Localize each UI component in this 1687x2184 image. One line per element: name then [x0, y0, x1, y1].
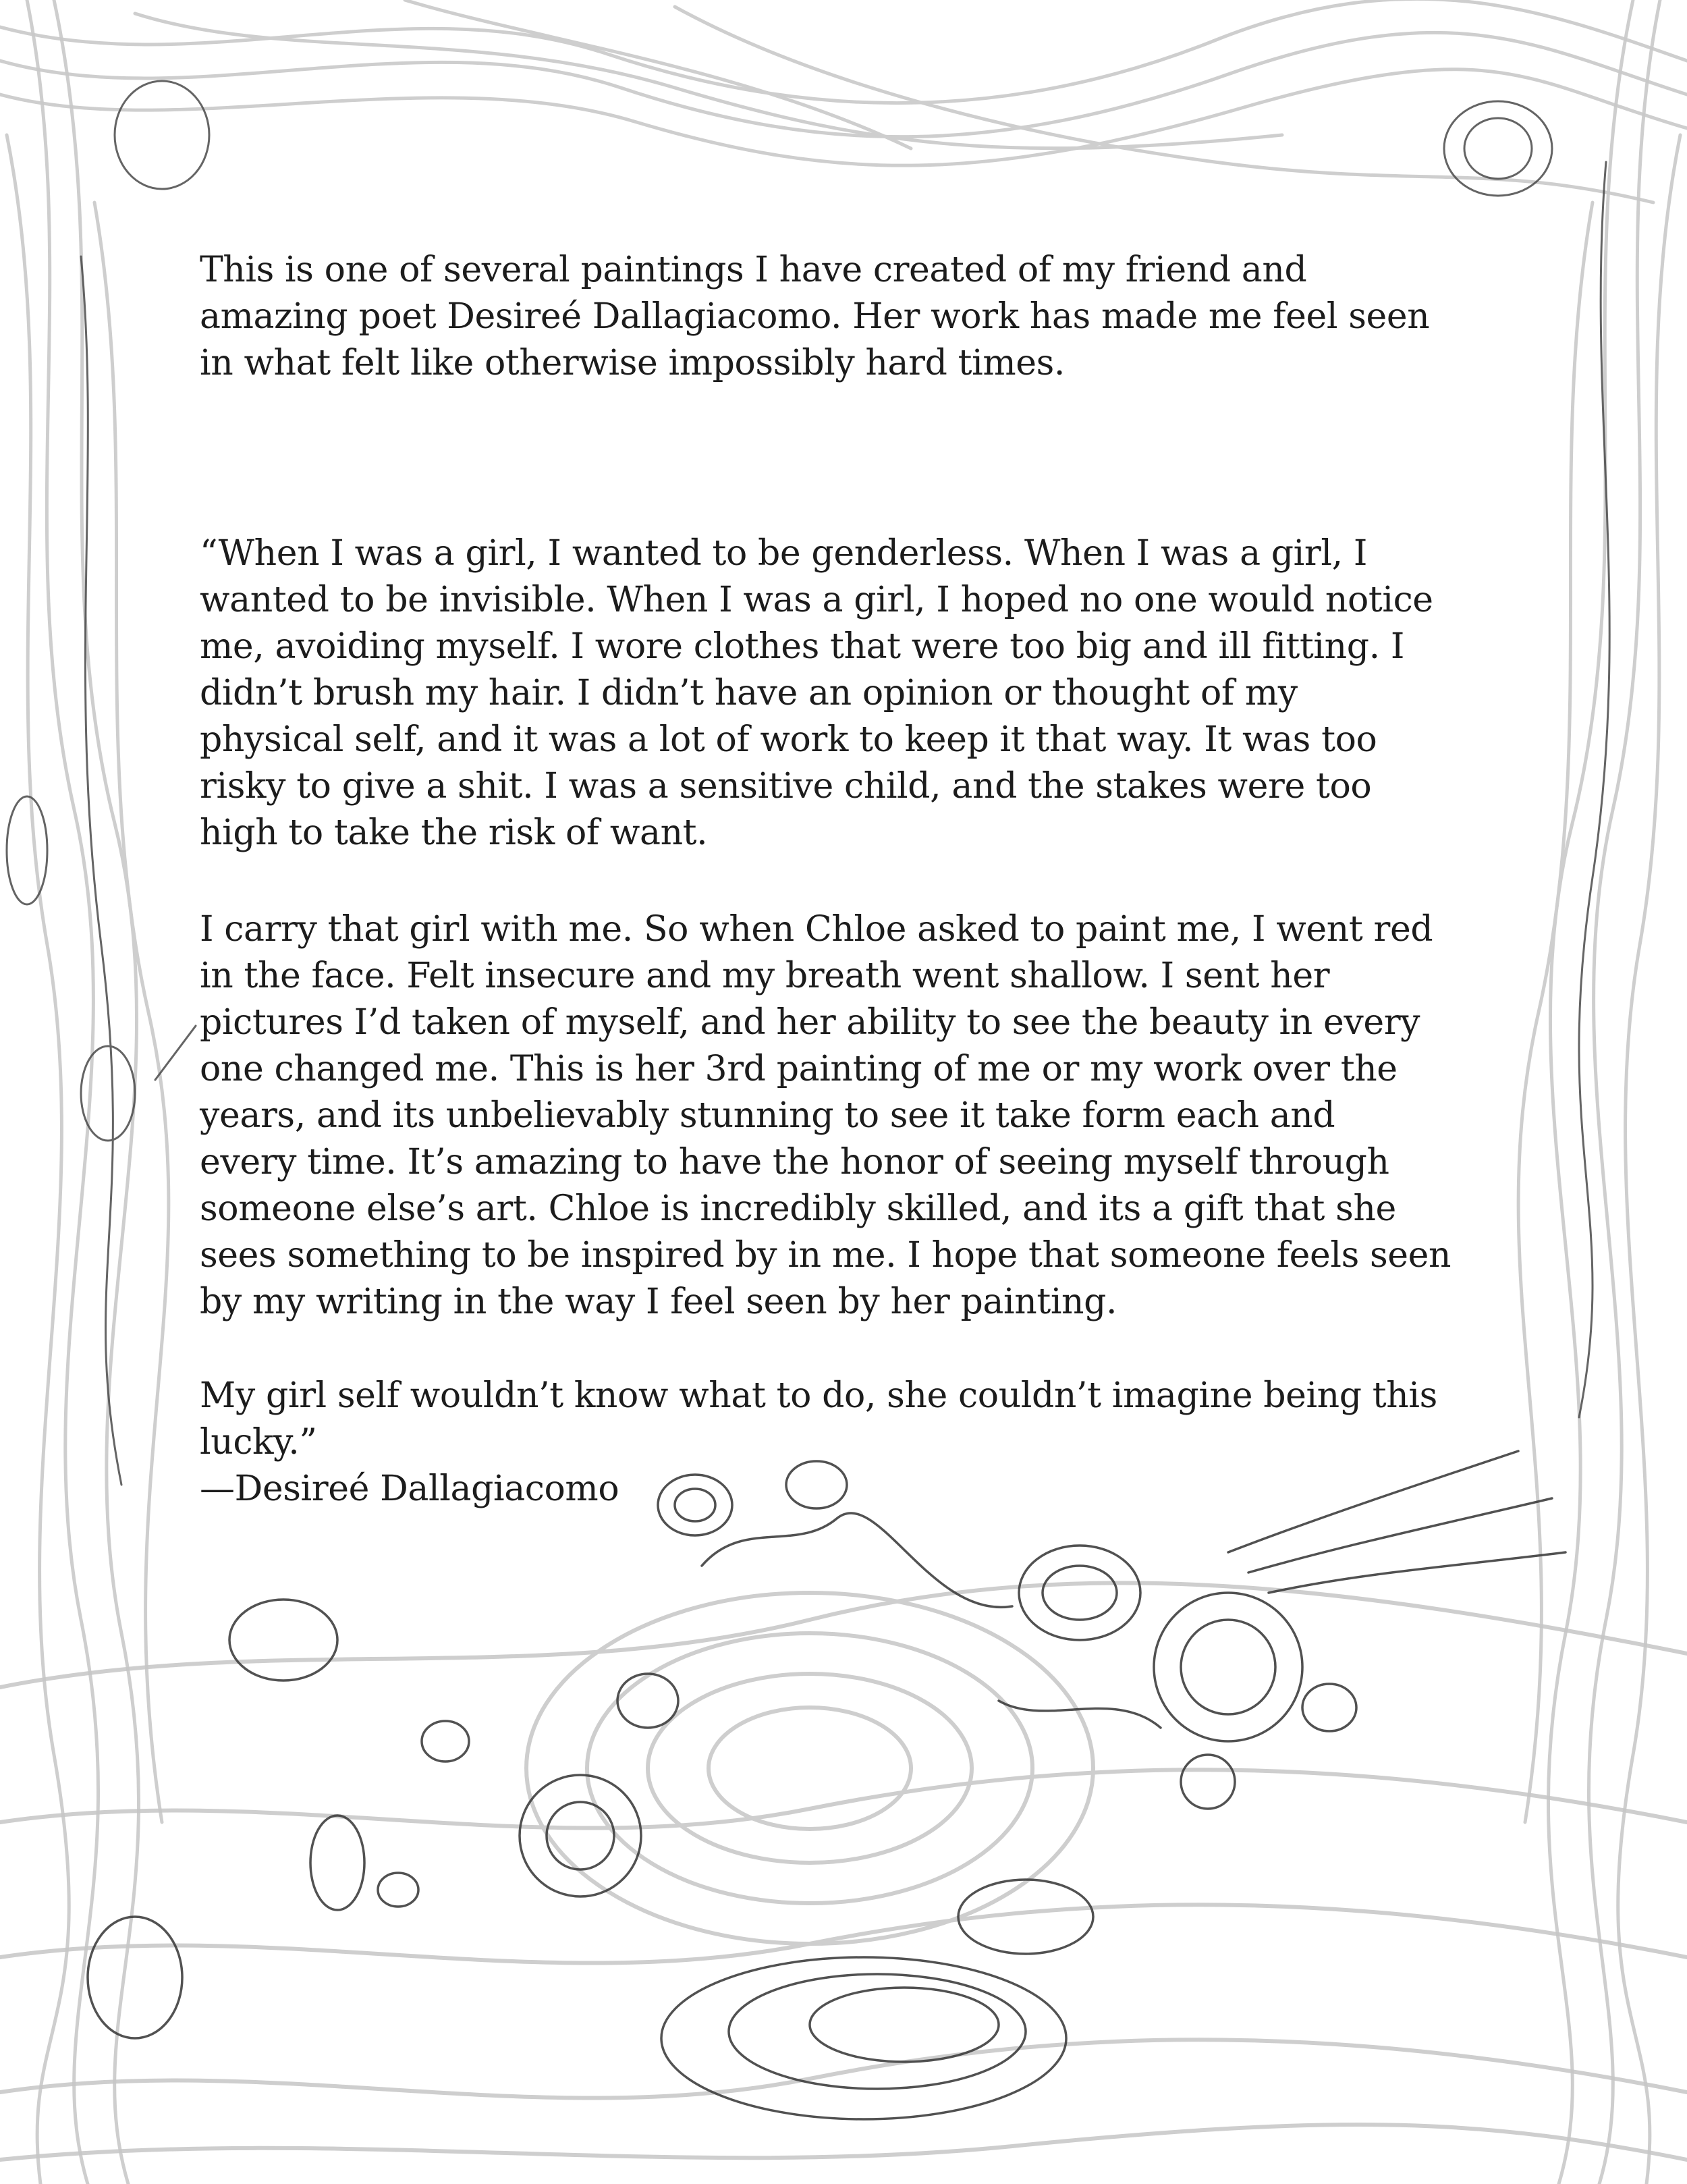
quote-paragraph-1: “When I was a girl, I wanted to be genderless. When I was a girl, I wanted to be invisible. When I was a girl, I hoped no one would notice me, avoiding myself. I wore clothes that were too big and ill fitting. I didn’t brush my hair. I didn’t have an opinion or thought of my physical self, and it was a lot of work to keep it that way. It was too risky to give a shit. I was a sensitive child, and the stakes were too high to take the risk of want.: [200, 533, 1433, 853]
intro-paragraph: This is one of several paintings I have created of my friend and amazing poet Desireé Dallagiacomo. Her work has made me feel seen in what felt like otherwise impossibly hard times.: [200, 250, 1430, 383]
bottom-light-swirls: [0, 1583, 1687, 2160]
bottom-dark-circles: [88, 1451, 1566, 2119]
right-border-strokes: [1518, 0, 1680, 2184]
left-border-strokes: [7, 0, 169, 2184]
quote-paragraph-2: I carry that girl with me. So when Chloe asked to paint me, I went red in the face. Felt insecure and my breath went shallow. I sent her pictures I’d taken of myself, and her ability to see the beauty in every one changed me. This is her 3rd painting of me or my work over the years, and its unbelievably stunning to see it take form each and every time. It’s amazing to have the honor of seeing myself through someone else’s art. Chloe is incredibly skilled, and its a gift that she sees something to be inspired by in me. I hope that someone feels seen by my writing in the way I feel seen by her painting.: [200, 909, 1451, 1322]
top-border-strokes: [0, 0, 1687, 202]
quote-paragraph-3: My girl self wouldn’t know what to do, she couldn’t imagine being this lucky.”: [200, 1375, 1437, 1463]
quote-attribution: —Desireé Dallagiacomo: [200, 1469, 619, 1509]
